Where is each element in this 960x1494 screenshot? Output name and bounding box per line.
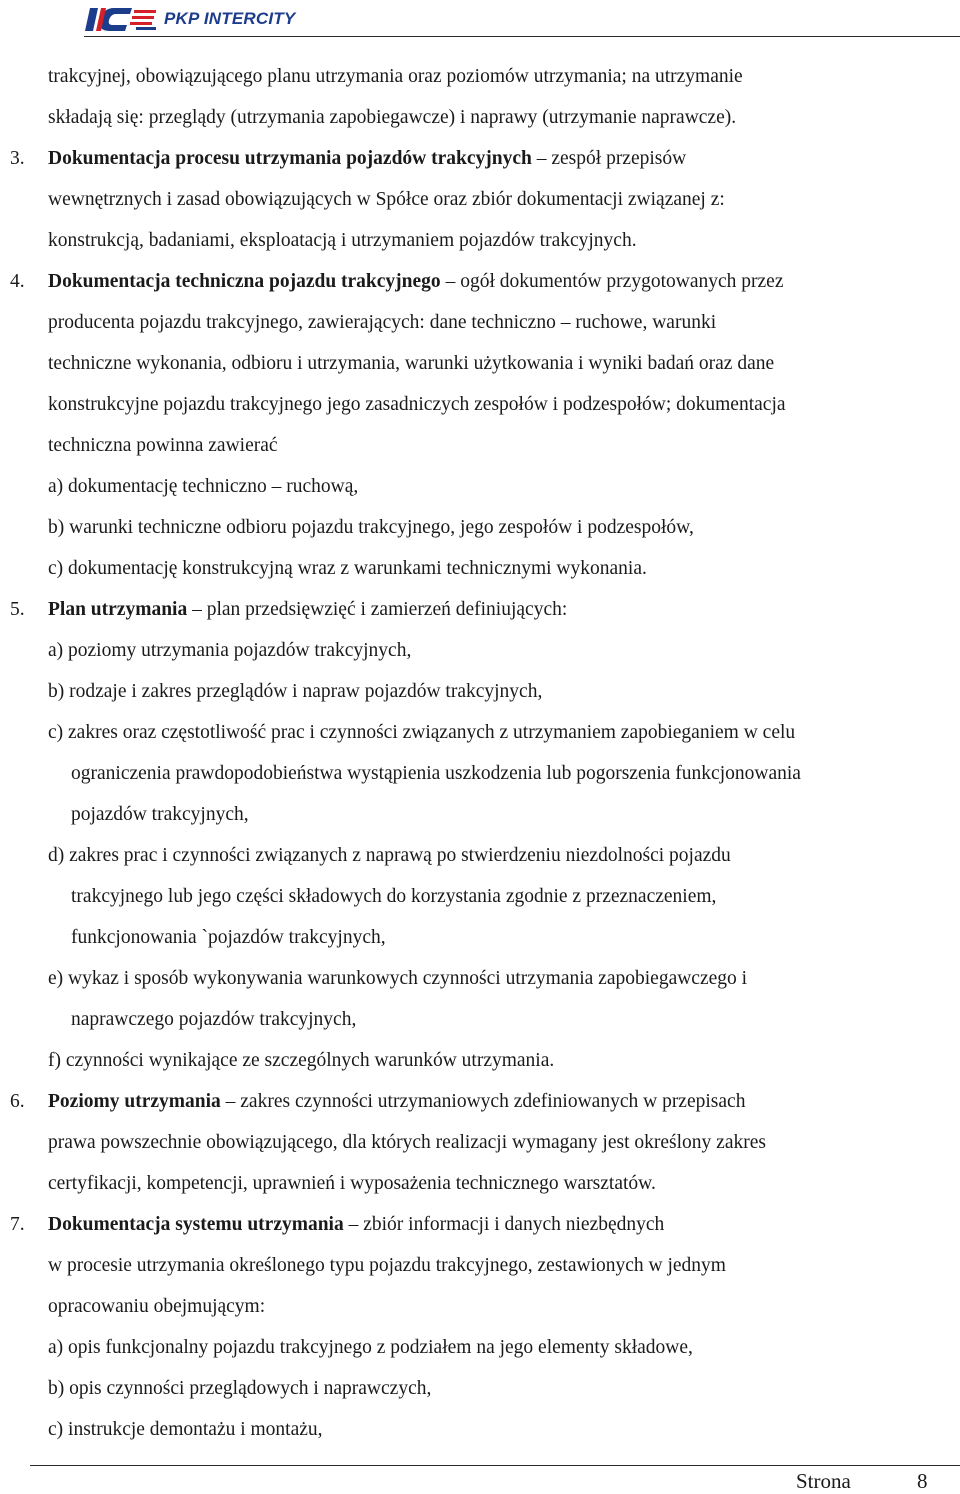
sub-item — [0, 712, 960, 753]
definition-term: Dokumentacja systemu utrzymania — [48, 1214, 344, 1235]
page-number: 8 — [917, 1469, 928, 1493]
definition-term: Poziomy utrzymania — [48, 1091, 221, 1112]
definition-text: opracowaniu obejmującym: — [48, 1296, 266, 1317]
sub-item-text: a) dokumentację techniczno – ruchową, — [48, 476, 359, 497]
ic-logo-icon — [84, 4, 158, 34]
definition-text: konstrukcyjne pojazdu trakcyjnego jego zasadniczych zespołów i podzespołów; dokumentacja — [48, 394, 786, 415]
definition-item-7 — [0, 1204, 960, 1245]
definition-item-5 — [0, 589, 960, 630]
definition-text: wewnętrznych i zasad obowiązujących w Spółce oraz zbiór dokumentacji związanej z: — [48, 189, 725, 210]
definition-body: – zbiór informacji i danych niezbędnych — [343, 1214, 665, 1235]
document-body — [0, 56, 960, 1450]
sub-item-text: naprawczego pojazdów trakcyjnych, — [71, 1009, 357, 1030]
sub-item-text: b) warunki techniczne odbioru pojazdu trakcyjnego, jego zespołów i podzespołów, — [48, 517, 694, 538]
sub-item-text: e) wykaz i sposób wykonywania warunkowych czynności utrzymania zapobiegawczego i — [48, 968, 748, 989]
sub-item-text: d) zakres prac i czynności związanych z naprawą po stwierdzeniu niezdolności pojazdu — [48, 845, 731, 866]
text-line — [0, 1286, 960, 1327]
definition-text: certyfikacji, kompetencji, uprawnień i wyposażenia technicznego warsztatów. — [48, 1173, 656, 1194]
sub-item-continuation — [0, 753, 960, 794]
sub-item-continuation — [0, 794, 960, 835]
item-number: 3. — [10, 148, 25, 169]
definition-term: Plan utrzymania — [48, 599, 188, 620]
sub-item — [0, 671, 960, 712]
sub-item — [0, 1327, 960, 1368]
sub-item-text: b) opis czynności przeglądowych i naprawczych, — [48, 1378, 432, 1399]
sub-item — [0, 1040, 960, 1081]
definition-body: – zespół przepisów — [531, 148, 687, 169]
text-line — [0, 343, 960, 384]
definition-text — [48, 1204, 664, 1245]
definition-item-3 — [0, 138, 960, 179]
sub-item — [0, 835, 960, 876]
text-line — [0, 425, 960, 466]
sub-item — [0, 1368, 960, 1409]
sub-item — [0, 548, 960, 589]
page-header — [0, 0, 960, 40]
definition-text: prawa powszechnie obowiązującego, dla których realizacji wymagany jest określony zakres — [48, 1132, 766, 1153]
sub-item-continuation — [0, 876, 960, 917]
text-line — [0, 1245, 960, 1286]
sub-item — [0, 630, 960, 671]
definition-item-6 — [0, 1081, 960, 1122]
sub-item — [0, 507, 960, 548]
page-label: Strona — [796, 1469, 851, 1493]
footer-divider — [30, 1465, 960, 1466]
sub-item-text: c) dokumentację konstrukcyjną wraz z warunkami technicznymi wykonania. — [48, 558, 647, 579]
sub-item-text: funkcjonowania `pojazdów trakcyjnych, — [71, 927, 386, 948]
definition-text — [48, 1081, 745, 1122]
sub-item-text: ograniczenia prawdopodobieństwa wystąpienia uszkodzenia lub pogorszenia funkcjonowania — [71, 763, 801, 784]
definition-text: techniczna powinna zawierać — [48, 435, 278, 456]
definition-text: techniczne wykonania, odbioru i utrzymania, warunki użytkowania i wyniki badań oraz dane — [48, 353, 775, 374]
definition-body: – ogół dokumentów przygotowanych przez — [440, 271, 784, 292]
text-line — [0, 384, 960, 425]
sub-item-text: a) poziomy utrzymania pojazdów trakcyjnych, — [48, 640, 412, 661]
definition-term: Dokumentacja techniczna pojazdu trakcyjnego — [48, 271, 441, 292]
item-number: 7. — [10, 1214, 25, 1235]
item-number: 5. — [10, 599, 25, 620]
item-number: 6. — [10, 1091, 25, 1112]
sub-item-continuation — [0, 917, 960, 958]
sub-item-text: a) opis funkcjonalny pojazdu trakcyjnego z podziałem na jego elementy składowe, — [48, 1337, 693, 1358]
definition-term: Dokumentacja procesu utrzymania pojazdów trakcyjnych — [48, 148, 532, 169]
text-line — [0, 56, 960, 97]
definition-text — [48, 138, 686, 179]
definition-body: – zakres czynności utrzymaniowych zdefiniowanych w przepisach — [220, 1091, 746, 1112]
pkp-intercity-logo — [84, 3, 295, 35]
definition-item-4 — [0, 261, 960, 302]
text-line — [0, 179, 960, 220]
text-line — [0, 302, 960, 343]
sub-item-text: pojazdów trakcyjnych, — [71, 804, 249, 825]
text-line — [0, 1122, 960, 1163]
header-divider — [84, 36, 960, 37]
sub-item-text: c) instrukcje demontażu i montażu, — [48, 1419, 323, 1440]
sub-item — [0, 466, 960, 507]
sub-item-text: b) rodzaje i zakres przeglądów i napraw pojazdów trakcyjnych, — [48, 681, 543, 702]
definition-text: producenta pojazdu trakcyjnego, zawierających: dane techniczno – ruchowe, warunki — [48, 312, 717, 333]
definition-body: – plan przedsięwzięć i zamierzeń definiujących: — [187, 599, 568, 620]
text-line — [0, 97, 960, 138]
text-line — [0, 220, 960, 261]
paragraph-text: trakcyjnej, obowiązującego planu utrzymania oraz poziomów utrzymania; na utrzymanie — [48, 66, 743, 87]
paragraph-text: składają się: przeglądy (utrzymania zapobiegawcze) i naprawy (utrzymanie naprawcze). — [48, 107, 737, 128]
sub-item-text: trakcyjnego lub jego części składowych do korzystania zgodnie z przeznaczeniem, — [71, 886, 717, 907]
definition-text — [48, 589, 567, 630]
sub-item-continuation — [0, 999, 960, 1040]
text-line — [0, 1163, 960, 1204]
definition-text — [48, 261, 783, 302]
definition-text: w procesie utrzymania określonego typu pojazdu trakcyjnego, zestawionych w jednym — [48, 1255, 726, 1276]
sub-item — [0, 1409, 960, 1450]
sub-item-text: f) czynności wynikające ze szczególnych warunków utrzymania. — [48, 1050, 555, 1071]
sub-item — [0, 958, 960, 999]
sub-item-text: c) zakres oraz częstotliwość prac i czynności związanych z utrzymaniem zapobieganiem w celu — [48, 722, 796, 743]
logo-text: PKP INTERCITY — [164, 9, 296, 28]
definition-text: konstrukcją, badaniami, eksploatacją i utrzymaniem pojazdów trakcyjnych. — [48, 230, 637, 251]
item-number: 4. — [10, 271, 25, 292]
